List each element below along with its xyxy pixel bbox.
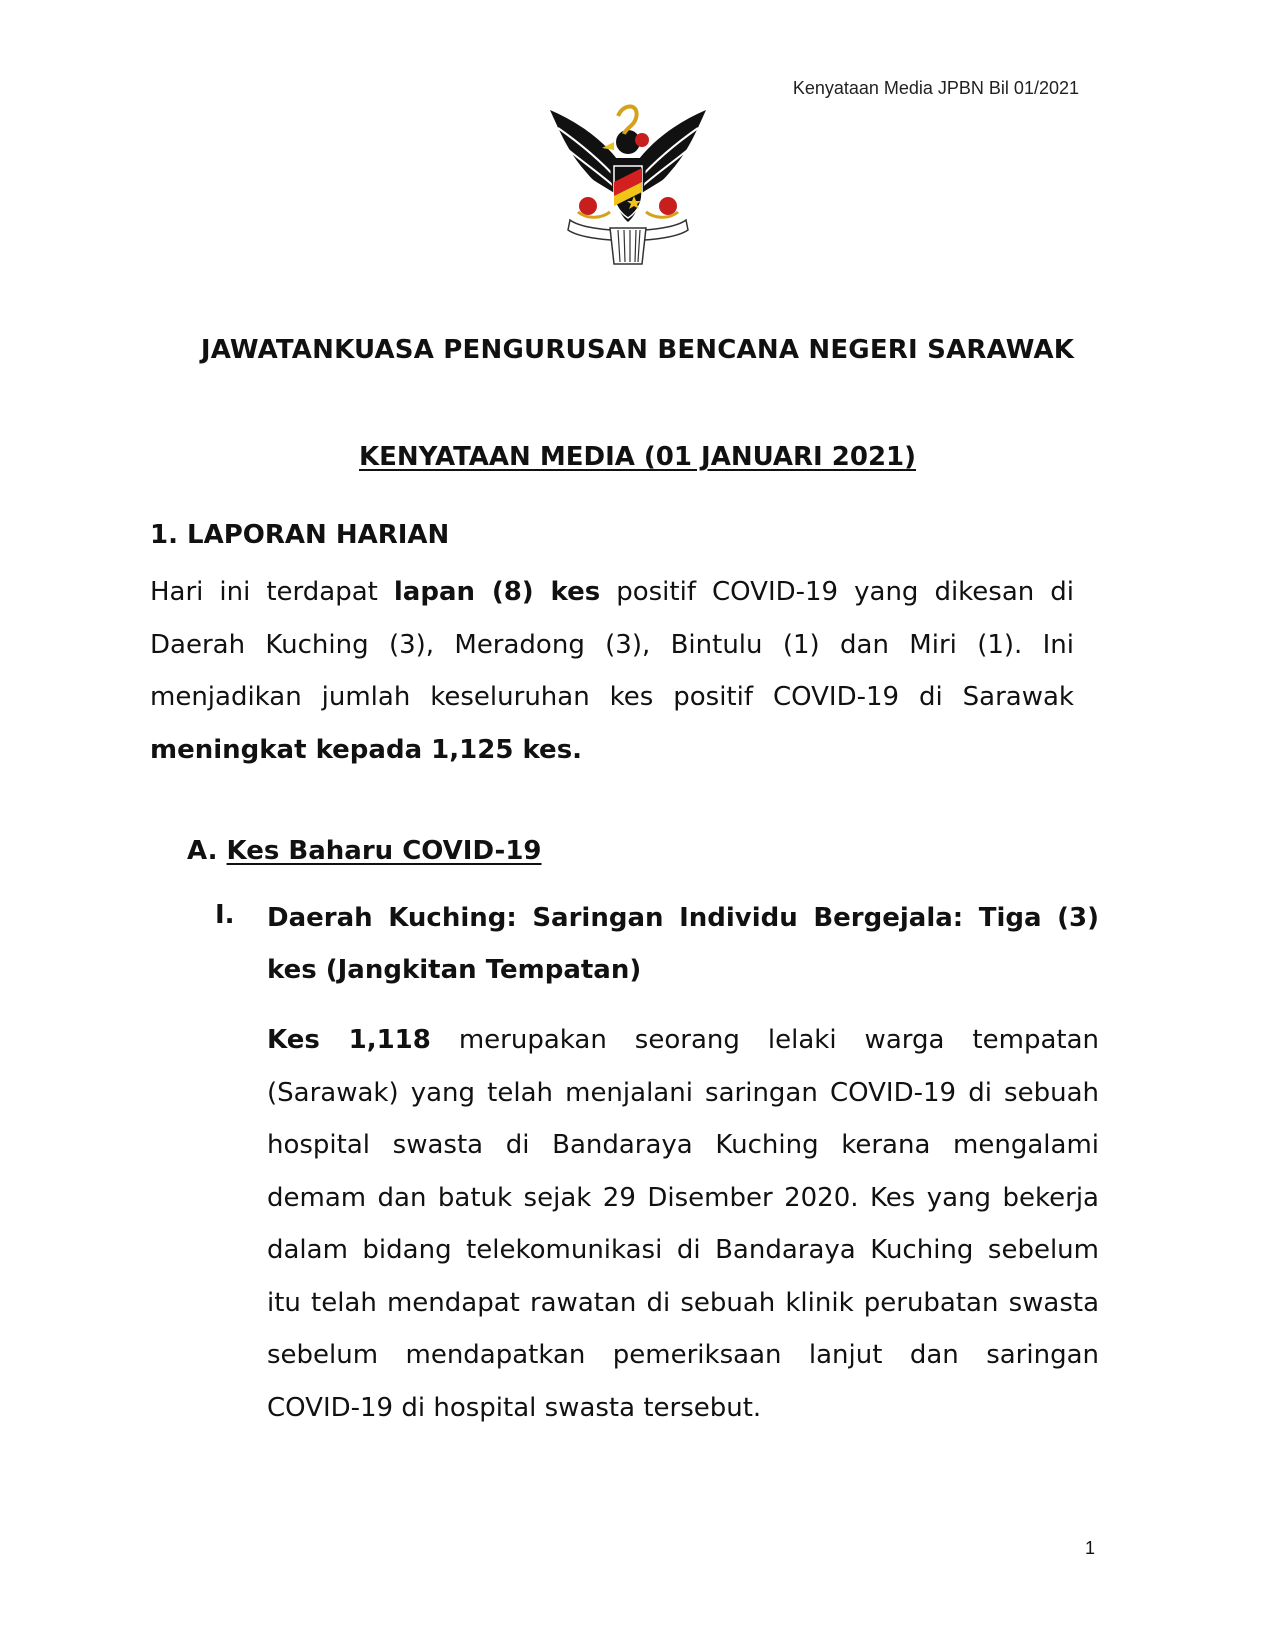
paragraph-text: positif COVID-19 yang dikesan di Daerah Kuching (3), Meradong (3), Bintulu (1) dan Miri (1). Ini menjadikan jumlah keseluruhan kes positif COVID-19 di Sarawak [150, 577, 1075, 712]
item-heading-kuching: Daerah Kuching: Saringan Individu Bergejala: Tiga (3) kes (Jangkitan Tempatan) [267, 903, 1099, 985]
case-description-paragraph [267, 1014, 1099, 1434]
subsection-title: Kes Baharu COVID-19 [226, 836, 542, 866]
page-number: 1 [1085, 1538, 1096, 1558]
section-heading-daily-report: 1. LAPORAN HARIAN [150, 520, 450, 550]
item-numeral: I. [215, 900, 235, 930]
document-reference: Kenyataan Media JPBN Bil 01/2021 [792, 78, 1079, 98]
case-number: Kes 1,118 [267, 1025, 431, 1055]
new-cases-count: lapan (8) kes [393, 577, 601, 607]
paragraph-text: merupakan seorang lelaki warga tempatan (Sarawak) yang telah menjalani saringan COVID-19 di sebuah hospital swasta di Bandaraya Kuching kerana mengalami demam dan batuk sejak 29 Disember 2020. Kes yang bekerja dalam bidang telekomunikasi di Bandaraya Kuching sebelum itu telah mendapat rawatan di sebuah klinik perubatan swasta sebelum mendapatkan pemeriksaan lanjut dan saringan COVID-19 di hospital swasta tersebut. [267, 1025, 1099, 1423]
daily-report-paragraph [150, 566, 1074, 776]
paragraph-text: Hari ini terdapat [150, 577, 394, 607]
subsection-letter: A. [187, 836, 227, 866]
cumulative-cases-text: meningkat kepada 1,125 kes. [150, 734, 583, 765]
statement-title [0, 442, 1275, 472]
subsection-heading-new-cases [187, 836, 542, 866]
statement-title-text: KENYATAAN MEDIA (01 JANUARI 2021) [358, 442, 917, 472]
sarawak-coat-of-arms-icon [548, 102, 708, 266]
organization-title: JAWATANKUASA PENGURUSAN BENCANA NEGERI SARAWAK [200, 335, 1075, 365]
